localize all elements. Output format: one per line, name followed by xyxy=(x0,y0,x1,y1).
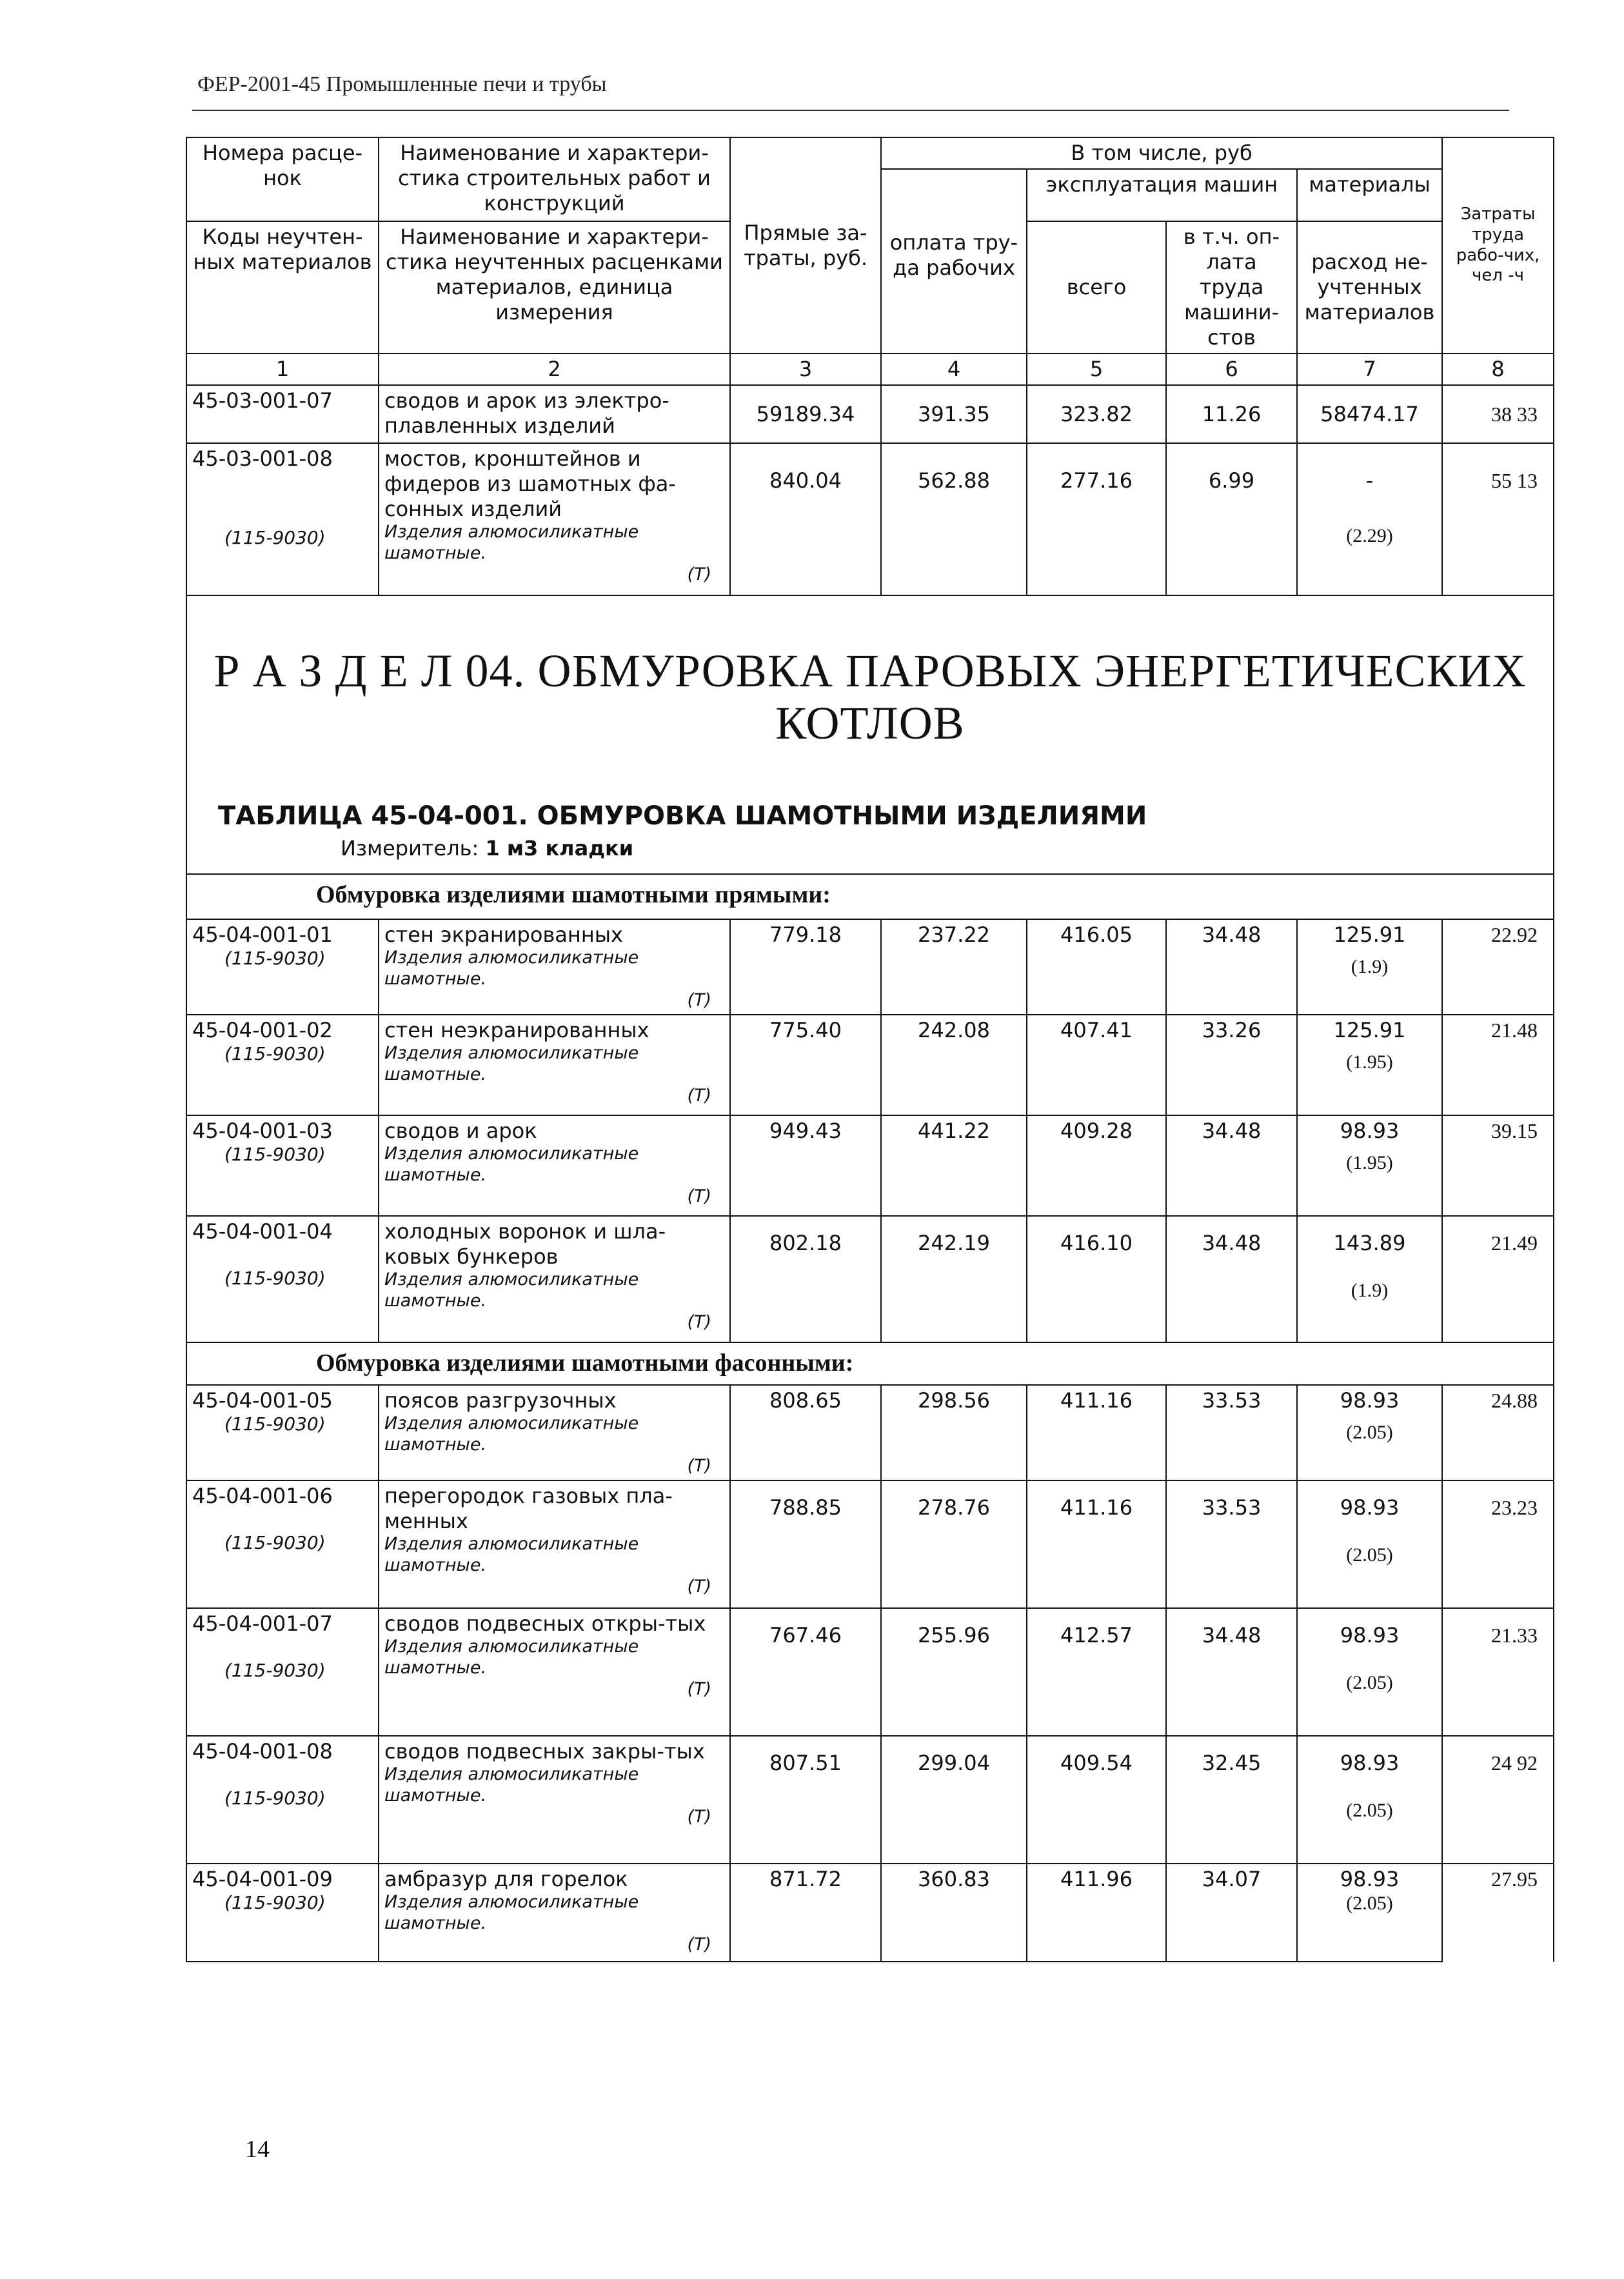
labor-pay: 360.83 xyxy=(881,1864,1027,1962)
direct-cost: 840.04 xyxy=(730,443,881,595)
labor-pay: 391.35 xyxy=(881,385,1027,443)
material-name: Изделия алюмосиликатные шамотные. xyxy=(384,948,639,990)
material-unit: (T) xyxy=(687,1311,711,1332)
material-code: (115-9030) xyxy=(224,527,326,549)
machines-total: 407.41 xyxy=(1027,1015,1166,1115)
machines-pay: 34.48 xyxy=(1166,1115,1297,1216)
machines-total: 411.96 xyxy=(1027,1864,1166,1962)
col-head-labor: Затраты труда рабо-чих, чел -ч xyxy=(1442,137,1554,353)
materials: 125.91 xyxy=(1333,1018,1406,1043)
labor-pay: 237.22 xyxy=(881,919,1027,1015)
table-row xyxy=(186,443,1554,595)
material-unit: (T) xyxy=(687,1186,711,1206)
rate-code: 45-04-001-04 xyxy=(192,1219,333,1244)
materials-unaccounted: (2.05) xyxy=(1346,1422,1393,1444)
labor-hours: 39.15 xyxy=(1442,1115,1554,1216)
labor-pay: 278.76 xyxy=(881,1480,1027,1608)
col-head-labor-pay-wrap xyxy=(881,169,1027,353)
materials-unaccounted: (1.9) xyxy=(1351,1280,1389,1302)
rate-code-cell xyxy=(186,1385,379,1480)
material-unit: (T) xyxy=(687,1085,711,1106)
col-head-machines-total: всего xyxy=(1027,221,1166,353)
material-unit: (T) xyxy=(687,1806,711,1827)
rates-table xyxy=(186,137,1554,1962)
materials-unaccounted: (2.05) xyxy=(1346,1544,1393,1566)
materials-cell xyxy=(1297,1216,1442,1342)
table-title: ТАБЛИЦА 45-04-001. ОБМУРОВКА ШАМОТНЫМИ ИЗДЕЛИЯМИ xyxy=(218,801,1147,831)
work-name-cell xyxy=(379,1864,730,1962)
group-heading xyxy=(186,1342,1554,1385)
rate-code: 45-04-001-06 xyxy=(192,1483,333,1508)
group-title: Обмуровка изделиями шамотными прямыми: xyxy=(316,881,831,909)
table-row xyxy=(186,1216,1554,1342)
materials: 98.93 xyxy=(1340,1622,1400,1647)
col-head-name-a: Наименование и характери-стика строительных работ и конструкций xyxy=(379,137,730,221)
materials: - xyxy=(1365,468,1374,493)
direct-cost: 788.85 xyxy=(730,1480,881,1608)
col-head-materials: материалы xyxy=(1297,169,1442,221)
machines-total: 411.16 xyxy=(1027,1480,1166,1608)
material-unit: (T) xyxy=(687,1576,711,1597)
direct-cost: 59189.34 xyxy=(730,385,881,443)
materials-cell xyxy=(1297,1480,1442,1608)
materials: 98.93 xyxy=(1340,1495,1400,1520)
materials-cell xyxy=(1297,1385,1442,1480)
machines-total: 277.16 xyxy=(1027,443,1166,595)
direct-cost: 871.72 xyxy=(730,1864,881,1962)
labor-pay: 298.56 xyxy=(881,1385,1027,1480)
rate-code: 45-04-001-02 xyxy=(192,1018,333,1043)
material-name: Изделия алюмосиликатные шамотные. xyxy=(384,1533,639,1575)
labor-hours: 24 92 xyxy=(1442,1736,1554,1864)
material-code: (115-9030) xyxy=(224,1787,326,1809)
material-name: Изделия алюмосиликатные шамотные. xyxy=(384,1764,639,1806)
direct-cost: 949.43 xyxy=(730,1115,881,1216)
col-head-code-b: Коды неучтен-ных материалов xyxy=(186,221,379,353)
labor-hours: 22.92 xyxy=(1442,919,1554,1015)
work-name: амбразур для горелок xyxy=(384,1866,628,1891)
material-name: Изделия алюмосиликатные шамотные. xyxy=(384,1269,639,1311)
work-name: стен экранированных xyxy=(384,922,623,948)
materials-cell xyxy=(1297,1608,1442,1736)
work-name: перегородок газовых пла-менных xyxy=(384,1483,673,1533)
table-row xyxy=(186,1015,1554,1115)
materials-cell xyxy=(1297,919,1442,1015)
material-unit: (T) xyxy=(687,1455,711,1476)
rate-code-cell xyxy=(186,1216,379,1342)
machines-pay: 34.48 xyxy=(1166,1608,1297,1736)
material-name: Изделия алюмосиликатные шамотные. xyxy=(384,1043,639,1084)
col-head-machines: эксплуатация машин xyxy=(1027,169,1297,221)
labor-hours: 38 33 xyxy=(1442,385,1554,443)
material-code: (115-9030) xyxy=(224,948,326,970)
machines-pay: 32.45 xyxy=(1166,1736,1297,1864)
material-code: (115-9030) xyxy=(224,1043,326,1065)
direct-cost: 802.18 xyxy=(730,1216,881,1342)
table-row xyxy=(186,1115,1554,1216)
materials-cell xyxy=(1297,1115,1442,1216)
materials-unaccounted: (1.95) xyxy=(1346,1051,1393,1073)
work-name: мостов, кронштейнов и фидеров из шамотных фа-сонных изделий xyxy=(384,446,676,522)
machines-total: 409.28 xyxy=(1027,1115,1166,1216)
rate-code-cell xyxy=(186,1480,379,1608)
col-number-1: 1 xyxy=(186,353,379,385)
table-row xyxy=(186,1608,1554,1736)
machines-pay: 6.99 xyxy=(1166,443,1297,595)
machines-total: 416.10 xyxy=(1027,1216,1166,1342)
labor-hours: 27.95 xyxy=(1442,1864,1554,1962)
material-unit: (T) xyxy=(687,1678,711,1699)
materials-unaccounted: (2.05) xyxy=(1346,1671,1393,1693)
machines-total: 323.82 xyxy=(1027,385,1166,443)
machines-pay: 33.53 xyxy=(1166,1385,1297,1480)
work-name: стен неэкранированных xyxy=(384,1018,649,1043)
work-name-cell xyxy=(379,1385,730,1480)
materials: 58474.17 xyxy=(1297,385,1442,443)
rate-code: 45-04-001-05 xyxy=(192,1388,333,1413)
material-code: (115-9030) xyxy=(224,1268,326,1289)
col-number-7: 7 xyxy=(1297,353,1442,385)
rate-code-cell xyxy=(186,443,379,595)
col-number-6: 6 xyxy=(1166,353,1297,385)
materials: 98.93 xyxy=(1340,1388,1400,1413)
labor-hours: 24.88 xyxy=(1442,1385,1554,1480)
table-row xyxy=(186,1864,1554,1962)
work-name-cell xyxy=(379,1480,730,1608)
col-head-labor-pay: оплата тру-да рабочих xyxy=(889,230,1018,281)
col-head-code-a: Номера расце-нок xyxy=(186,137,379,221)
machines-total: 409.54 xyxy=(1027,1736,1166,1864)
direct-cost: 807.51 xyxy=(730,1736,881,1864)
labor-pay: 562.88 xyxy=(881,443,1027,595)
work-name: сводов подвесных откры-тых xyxy=(384,1611,706,1636)
col-head-incl: В том числе, руб xyxy=(881,137,1442,169)
col-head-materials-unc: расход не-учтенных материалов xyxy=(1297,221,1442,353)
meter-line xyxy=(341,836,1553,861)
machines-pay: 11.26 xyxy=(1166,385,1297,443)
section-block xyxy=(186,595,1554,874)
materials-unaccounted: (1.95) xyxy=(1346,1152,1393,1174)
meter-label: Измеритель: xyxy=(341,836,479,861)
rate-code-cell xyxy=(186,1736,379,1864)
labor-hours: 55 13 xyxy=(1442,443,1554,595)
labor-pay: 299.04 xyxy=(881,1736,1027,1864)
rate-code: 45-03-001-07 xyxy=(186,385,379,443)
work-name-cell xyxy=(379,1608,730,1736)
section-title: Р А З Д Е Л 04. ОБМУРОВКА ПАРОВЫХ ЭНЕРГЕТИЧЕСКИХ КОТЛОВ xyxy=(213,645,1527,749)
materials: 143.89 xyxy=(1333,1231,1406,1256)
materials: 98.93 xyxy=(1340,1750,1400,1775)
work-name: поясов разгрузочных xyxy=(384,1388,617,1413)
table-row xyxy=(186,1736,1554,1864)
materials-cell xyxy=(1297,1015,1442,1115)
labor-hours: 21.33 xyxy=(1442,1608,1554,1736)
group-heading xyxy=(186,874,1554,919)
materials-unaccounted: (1.9) xyxy=(1351,956,1389,978)
material-unit: (T) xyxy=(687,564,711,585)
work-name-cell xyxy=(379,1216,730,1342)
materials: 98.93 xyxy=(1340,1119,1400,1144)
machines-pay: 33.26 xyxy=(1166,1015,1297,1115)
work-name-cell xyxy=(379,919,730,1015)
machines-total: 411.16 xyxy=(1027,1385,1166,1480)
material-code: (115-9030) xyxy=(224,1891,326,1913)
rate-code-cell xyxy=(186,1015,379,1115)
materials: 125.91 xyxy=(1333,922,1406,948)
labor-hours: 21.49 xyxy=(1442,1216,1554,1342)
col-number-4: 4 xyxy=(881,353,1027,385)
machines-pay: 33.53 xyxy=(1166,1480,1297,1608)
header-rule xyxy=(192,110,1509,111)
rate-code: 45-03-001-08 xyxy=(192,446,333,472)
table-row xyxy=(186,1480,1554,1608)
rate-code: 45-04-001-07 xyxy=(192,1611,333,1636)
col-number-2: 2 xyxy=(379,353,730,385)
labor-hours: 21.48 xyxy=(1442,1015,1554,1115)
materials-unaccounted: (2.29) xyxy=(1346,525,1393,547)
rate-code-cell xyxy=(186,1608,379,1736)
rate-code-cell xyxy=(186,1864,379,1962)
material-code: (115-9030) xyxy=(224,1413,326,1435)
group-title: Обмуровка изделиями шамотными фасонными: xyxy=(316,1349,854,1377)
col-number-3: 3 xyxy=(730,353,881,385)
rate-code: 45-04-001-09 xyxy=(192,1866,333,1891)
work-name-cell xyxy=(379,1115,730,1216)
material-name: Изделия алюмосиликатные шамотные. xyxy=(384,1413,639,1455)
material-name: Изделия алюмосиликатные шамотные. xyxy=(384,1891,639,1933)
materials-cell xyxy=(1297,443,1442,595)
machines-pay: 34.48 xyxy=(1166,1216,1297,1342)
material-code: (115-9030) xyxy=(224,1659,326,1681)
rate-code-cell xyxy=(186,1115,379,1216)
labor-pay: 255.96 xyxy=(881,1608,1027,1736)
labor-pay: 441.22 xyxy=(881,1115,1027,1216)
machines-pay: 34.48 xyxy=(1166,919,1297,1015)
work-name: сводов подвесных закры-тых xyxy=(384,1738,705,1764)
work-name: холодных воронок и шла-ковых бункеров xyxy=(384,1219,666,1269)
work-name: сводов и арок xyxy=(384,1119,537,1144)
labor-pay: 242.08 xyxy=(881,1015,1027,1115)
rate-code: 45-04-001-03 xyxy=(192,1119,333,1144)
direct-cost: 808.65 xyxy=(730,1385,881,1480)
material-code: (115-9030) xyxy=(224,1531,326,1553)
table-row xyxy=(186,385,1554,443)
machines-total: 412.57 xyxy=(1027,1608,1166,1736)
work-name: сводов и арок из электро-плавленных изделий xyxy=(379,385,730,443)
labor-pay: 242.19 xyxy=(881,1216,1027,1342)
work-name-cell xyxy=(379,443,730,595)
rate-code: 45-04-001-01 xyxy=(192,922,333,948)
material-name: Изделия алюмосиликатные шамотные. xyxy=(384,1144,639,1185)
col-head-direct: Прямые за-траты, руб. xyxy=(730,137,881,353)
table-row xyxy=(186,1385,1554,1480)
work-name-cell xyxy=(379,1015,730,1115)
material-name: Изделия алюмосиликатные шамотные. xyxy=(384,1636,639,1678)
material-unit: (T) xyxy=(687,990,711,1011)
materials-unaccounted: (2.05) xyxy=(1346,1799,1393,1821)
material-unit: (T) xyxy=(687,1934,711,1955)
material-code: (115-9030) xyxy=(224,1144,326,1166)
work-name-cell xyxy=(379,1736,730,1864)
materials: 98.93 xyxy=(1340,1866,1400,1891)
table-row xyxy=(186,919,1554,1015)
materials-unaccounted: (2.05) xyxy=(1346,1892,1393,1914)
meter-value: 1 м3 кладки xyxy=(485,836,634,861)
direct-cost: 775.40 xyxy=(730,1015,881,1115)
machines-total: 416.05 xyxy=(1027,919,1166,1015)
labor-hours: 23.23 xyxy=(1442,1480,1554,1608)
direct-cost: 767.46 xyxy=(730,1608,881,1736)
col-number-5: 5 xyxy=(1027,353,1166,385)
rate-code: 45-04-001-08 xyxy=(192,1738,333,1764)
page-number: 14 xyxy=(245,2136,270,2163)
col-number-8: 8 xyxy=(1442,353,1554,385)
direct-cost: 779.18 xyxy=(730,919,881,1015)
materials-cell xyxy=(1297,1736,1442,1864)
material-name: Изделия алюмосиликатные шамотные. xyxy=(384,522,639,564)
rate-code-cell xyxy=(186,919,379,1015)
running-header: ФЕР-2001-45 Промышленные печи и трубы xyxy=(197,72,607,96)
machines-pay: 34.07 xyxy=(1166,1864,1297,1962)
materials-cell xyxy=(1297,1864,1442,1962)
col-head-machines-pay: в т.ч. оп-лата труда машини-стов xyxy=(1166,221,1297,353)
col-head-name-b: Наименование и характери-стика неучтенных расценками материалов, единица измерения xyxy=(379,221,730,353)
